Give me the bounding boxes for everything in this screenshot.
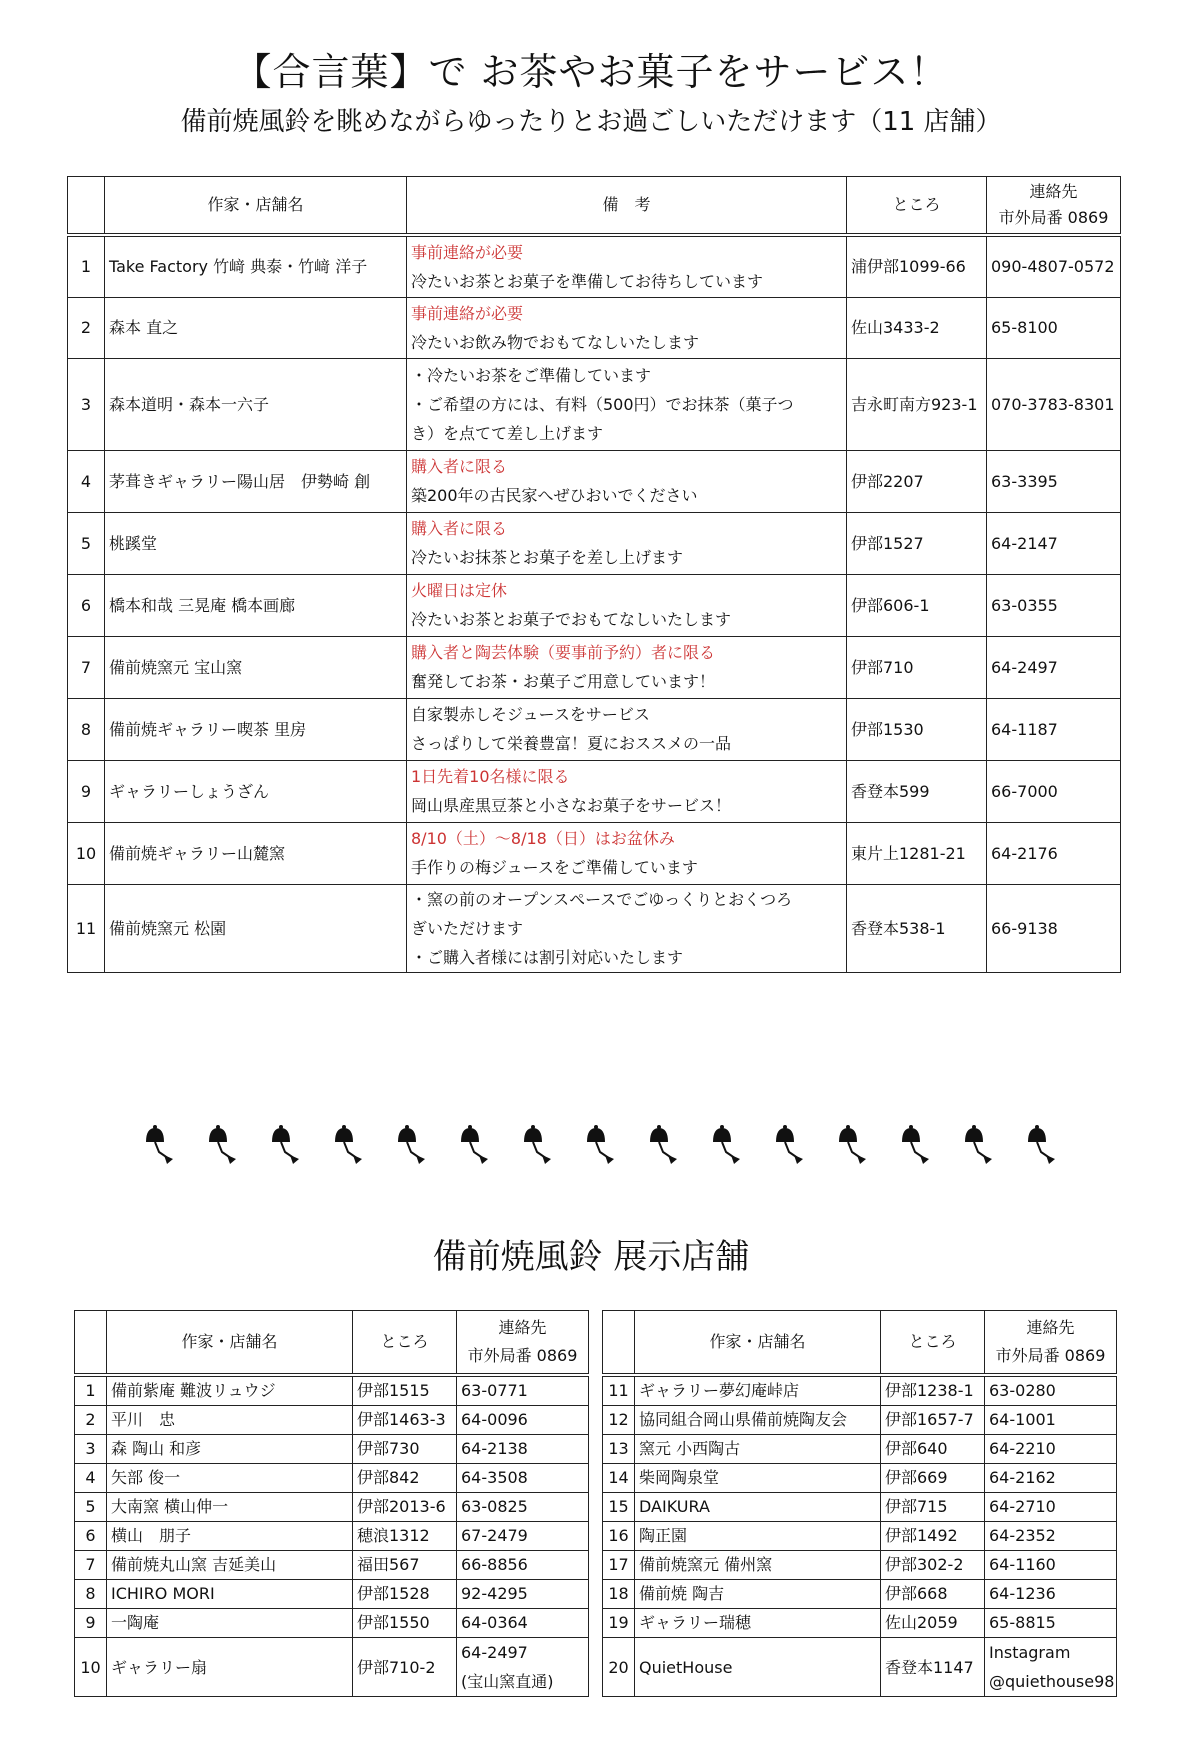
shop-section-title: 備前焼風鈴 展示店舗 [432,1237,750,1277]
header-number [603,1311,635,1376]
note-condition: 8/10（土）～8/18（日）はお盆休み [411,829,675,848]
shop-name: 柴岡陶泉堂 [635,1464,881,1493]
table-row [75,1551,589,1580]
tel-line: 92-4295 [461,1584,528,1603]
header-contact [457,1311,589,1376]
table-row [75,1375,589,1406]
shop-name: 一陶庵 [107,1609,353,1638]
header-contact-line2: 市外局番 0869 [998,208,1109,227]
shop-name: 備前焼ギャラリー山麓窯 [105,822,407,884]
table-row [75,1580,589,1609]
shop-place: 香登本599 [847,760,987,822]
header-contact [987,177,1121,236]
shop-tel [985,1375,1117,1406]
row-number: 11 [603,1375,635,1406]
tel-line: Instagram [989,1643,1071,1662]
note-line: ・冷たいお茶をご準備しています [411,365,652,385]
shop-name: QuietHouse [635,1638,881,1697]
shop-place: 伊部302-2 [881,1551,985,1580]
shop-tel [457,1522,589,1551]
row-number: 20 [603,1638,635,1697]
shop-tel: 64-2176 [987,822,1121,884]
shop-note [407,698,847,760]
shop-place: 伊部1530 [847,698,987,760]
table-row [68,450,1121,512]
shop-name: Take Factory 竹﨑 典泰・竹﨑 洋子 [105,235,407,297]
shop-tel: 64-2147 [987,512,1121,574]
shop-tel [457,1375,589,1406]
header-contact-line2: 市外局番 0869 [467,1346,578,1365]
table-row [68,884,1121,972]
service-table-header [68,177,1121,236]
shop-place: 伊部710 [847,636,987,698]
shop-tel: 63-3395 [987,450,1121,512]
shop-place: 伊部1238-1 [881,1375,985,1406]
shop-place: 伊部842 [353,1464,457,1493]
shop-place: 浦伊部1099-66 [847,235,987,297]
note-condition: 事前連絡が必要 [411,242,524,262]
table-row [603,1522,1117,1551]
note-line: 築200年の古民家へぜひおいでください [411,486,698,505]
shop-place: 香登本538-1 [847,884,987,972]
tel-line: 64-2138 [461,1439,528,1458]
table-row [68,760,1121,822]
table-row [68,512,1121,574]
note-line: 冷たいお飲み物でおもてなしいたします [411,332,700,352]
row-number: 7 [68,636,105,698]
row-number: 14 [603,1464,635,1493]
shop-table-header [603,1311,1117,1376]
table-row [68,636,1121,698]
row-number: 6 [75,1522,107,1551]
header-contact [985,1311,1117,1376]
shop-tel: 66-9138 [987,884,1121,972]
row-number: 8 [75,1580,107,1609]
tel-line: 64-2162 [989,1468,1056,1487]
tel-line: 64-1160 [989,1555,1056,1574]
note-line: 手作りの梅ジュースをご準備しています [411,858,698,877]
row-number: 10 [75,1638,107,1697]
table-row [75,1609,589,1638]
page-subtitle: 備前焼風鈴を眺めながらゆったりとお過ごしいただけます（11 店舗） [180,107,1002,137]
shop-name: 森本 直之 [105,297,407,358]
row-number: 1 [75,1375,107,1406]
shop-tel: 64-1187 [987,698,1121,760]
shop-name: 備前焼窯元 松園 [105,884,407,972]
row-number: 18 [603,1580,635,1609]
row-number: 15 [603,1493,635,1522]
row-number: 5 [68,512,105,574]
shop-place: 伊部2207 [847,450,987,512]
shop-note [407,760,847,822]
shop-name: ギャラリー瑞穂 [635,1609,881,1638]
shop-place: 穂浪1312 [353,1522,457,1551]
wind-chime-icon [839,1125,866,1164]
shop-place: 吉永町南方923-1 [847,358,987,450]
shop-place: 伊部1657-7 [881,1406,985,1435]
shop-tel: 090-4807-0572 [987,235,1121,297]
row-number: 9 [75,1609,107,1638]
tel-line: 64-3508 [461,1468,528,1487]
shop-note [407,358,847,450]
shop-name: 茅葺きギャラリー陽山居 伊勢崎 創 [105,450,407,512]
row-number: 3 [75,1435,107,1464]
shop-tel [985,1435,1117,1464]
note-line: き）を点てて差し上げます [411,423,604,443]
header-number [75,1311,107,1376]
note-line: 自家製赤しそジュースをサービス [411,705,650,724]
row-number: 4 [75,1464,107,1493]
header-name: 作家・店舗名 [105,177,407,236]
shop-place: 伊部715 [881,1493,985,1522]
shop-note [407,297,847,358]
tel-line: 64-2210 [989,1439,1056,1458]
shop-name: 備前焼窯元 宝山窯 [105,636,407,698]
shop-place: 東片上1281-21 [847,822,987,884]
note-line: 冷たいお茶とお菓子を準備してお待ちしています [411,271,764,291]
table-row [603,1580,1117,1609]
shop-name: 平川 忠 [107,1406,353,1435]
page-title: 【合言葉】で お茶やお菓子をサービス！ [233,50,949,94]
note-line: ぎいただけます [411,918,524,938]
tel-line: 63-0825 [461,1497,528,1516]
shop-name: 備前焼 陶吉 [635,1580,881,1609]
note-condition: 購入者に限る [411,457,508,476]
shop-place: 佐山3433-2 [847,297,987,358]
shop-note [407,512,847,574]
note-line: ・ご購入者様には割引対応いたします [411,947,684,967]
row-number: 9 [68,760,105,822]
shop-name: 森 陶山 和彦 [107,1435,353,1464]
wind-chime-icon [209,1125,236,1164]
shop-place: 伊部730 [353,1435,457,1464]
shop-name: ギャラリー夢幻庵峠店 [635,1375,881,1406]
wind-chime-icon [272,1125,299,1164]
shop-note [407,450,847,512]
tel-line: 64-0364 [461,1613,528,1632]
shop-note [407,636,847,698]
shop-name: 備前紫庵 難波リュウジ [107,1375,353,1406]
note-condition: 購入者に限る [411,519,508,538]
shop-note [407,884,847,972]
tel-line: 64-1001 [989,1410,1056,1429]
note-line: 冷たいお茶とお菓子でおもてなしいたします [411,610,732,629]
shop-tel [457,1493,589,1522]
shop-name: 備前焼窯元 備州窯 [635,1551,881,1580]
shop-place: 伊部669 [881,1464,985,1493]
note-condition: 火曜日は定休 [411,581,508,600]
tel-line: 66-8856 [461,1555,528,1574]
table-row [75,1464,589,1493]
row-number: 4 [68,450,105,512]
row-number: 8 [68,698,105,760]
shop-name: ICHIRO MORI [107,1580,353,1609]
shop-name: 大南窯 横山伸一 [107,1493,353,1522]
wind-chime-icon [461,1125,488,1164]
row-number: 5 [75,1493,107,1522]
table-row [75,1522,589,1551]
wind-chime-icon [650,1125,677,1164]
header-name: 作家・店舗名 [107,1311,353,1376]
table-row [603,1464,1117,1493]
shop-note [407,235,847,297]
note-condition: 事前連絡が必要 [411,303,524,323]
shop-place: 伊部640 [881,1435,985,1464]
shop-tel [457,1551,589,1580]
shop-name: 森本道明・森本一六子 [105,358,407,450]
wind-chime-icon [776,1125,803,1164]
table-row [68,822,1121,884]
shop-table-right [602,1310,1117,1697]
row-number: 10 [68,822,105,884]
shop-tel [457,1609,589,1638]
shop-table-left [74,1310,589,1697]
wind-chime-icon [524,1125,551,1164]
shop-place: 伊部1527 [847,512,987,574]
row-number: 3 [68,358,105,450]
shop-place: 伊部1492 [881,1522,985,1551]
shop-tel [985,1609,1117,1638]
row-number: 13 [603,1435,635,1464]
shop-tel: 65-8100 [987,297,1121,358]
table-row [68,235,1121,297]
shop-tel [985,1406,1117,1435]
shop-place: 伊部710-2 [353,1638,457,1697]
table-row [75,1406,589,1435]
table-row [68,574,1121,636]
note-line: 冷たいお抹茶とお菓子を差し上げます [411,548,684,567]
shop-name: 横山 朋子 [107,1522,353,1551]
tel-line: 64-1236 [989,1584,1056,1603]
row-number: 11 [68,884,105,972]
shop-name: 協同組合岡山県備前焼陶友会 [635,1406,881,1435]
tel-line: 65-8815 [989,1613,1056,1632]
shop-name: 桃蹊堂 [105,512,407,574]
shop-place: 伊部606-1 [847,574,987,636]
tel-line: 64-2497 [461,1643,528,1662]
header-contact-line1: 連絡先 [1029,182,1078,201]
shop-tel [985,1493,1117,1522]
shop-name: 窯元 小西陶古 [635,1435,881,1464]
header-place: ところ [881,1311,985,1376]
shop-tel [457,1435,589,1464]
header-name: 作家・店舗名 [635,1311,881,1376]
tel-line: 63-0280 [989,1381,1056,1400]
table-row [75,1435,589,1464]
shop-place: 伊部2013-6 [353,1493,457,1522]
shop-place: 伊部1550 [353,1609,457,1638]
table-row [68,297,1121,358]
note-line: 奮発してお茶・お菓子ご用意しています！ [411,672,716,691]
header-contact-line1: 連絡先 [498,1318,547,1337]
shop-tel: 64-2497 [987,636,1121,698]
shop-table-header [75,1311,589,1376]
shop-place: 福田567 [353,1551,457,1580]
shop-tel [985,1551,1117,1580]
note-line: ・ご希望の方には、有料（500円）でお抹茶（菓子つ [411,394,794,414]
shop-name: 陶正園 [635,1522,881,1551]
table-row [603,1435,1117,1464]
tel-line: 63-0771 [461,1381,528,1400]
note-line: ・窯の前のオープンスペースでごゆっくりとおくつろ [411,889,793,909]
shop-tel [985,1580,1117,1609]
table-row [603,1638,1117,1697]
header-contact-line2: 市外局番 0869 [995,1346,1106,1365]
note-line: 岡山県産黒豆茶と小さなお菓子をサービス！ [411,796,732,815]
shop-tel [985,1522,1117,1551]
shop-name: ギャラリーしょうざん [105,760,407,822]
shop-name: ギャラリー扇 [107,1638,353,1697]
table-row [68,358,1121,450]
note-condition: 1日先着10名様に限る [411,767,570,786]
tel-line: 67-2479 [461,1526,528,1545]
row-number: 2 [75,1406,107,1435]
shop-tel [457,1580,589,1609]
row-number: 19 [603,1609,635,1638]
shop-tel: 63-0355 [987,574,1121,636]
note-condition: 購入者と陶芸体験（要事前予約）者に限る [411,643,716,662]
shop-place: 伊部668 [881,1580,985,1609]
shop-tel [985,1464,1117,1493]
shop-tel [457,1464,589,1493]
shop-place: 伊部1463-3 [353,1406,457,1435]
row-number: 1 [68,235,105,297]
shop-name: 矢部 俊一 [107,1464,353,1493]
shop-tel [985,1638,1117,1697]
shop-note [407,822,847,884]
tel-line: (宝山窯直通) [461,1672,554,1691]
table-row [603,1375,1117,1406]
note-line: さっぱりして栄養豊富！夏におススメの一品 [411,734,732,753]
wind-chime-divider [0,1118,1182,1178]
wind-chime-icon [587,1125,614,1164]
header-place: ところ [353,1311,457,1376]
shop-note [407,574,847,636]
wind-chime-icon [1028,1125,1055,1164]
shop-place: 佐山2059 [881,1609,985,1638]
shop-tel: 66-7000 [987,760,1121,822]
tel-line: 64-0096 [461,1410,528,1429]
table-row [68,698,1121,760]
row-number: 12 [603,1406,635,1435]
wind-chime-icon [146,1125,173,1164]
wind-chime-icon [335,1125,362,1164]
table-row [603,1406,1117,1435]
wind-chime-icon [713,1125,740,1164]
shop-name: DAIKURA [635,1493,881,1522]
wind-chime-icon [398,1125,425,1164]
shop-tel [457,1406,589,1435]
shop-name: 橋本和哉 三晃庵 橋本画廊 [105,574,407,636]
tel-line: 64-2710 [989,1497,1056,1516]
shop-name: 備前焼ギャラリー喫茶 里房 [105,698,407,760]
row-number: 6 [68,574,105,636]
header-note: 備 考 [407,177,847,236]
table-row [603,1493,1117,1522]
shop-place: 伊部1515 [353,1375,457,1406]
shop-place: 伊部1528 [353,1580,457,1609]
row-number: 17 [603,1551,635,1580]
header-number [68,177,105,236]
tel-line: @quiethouse98 [989,1672,1115,1691]
shop-place: 香登本1147 [881,1638,985,1697]
header-contact-line1: 連絡先 [1026,1318,1075,1337]
tel-line: 64-2352 [989,1526,1056,1545]
wind-chime-icon [902,1125,929,1164]
table-row [75,1638,589,1697]
table-row [603,1551,1117,1580]
shop-name: 備前焼丸山窯 吉延美山 [107,1551,353,1580]
row-number: 16 [603,1522,635,1551]
table-row [603,1609,1117,1638]
shop-tel [457,1638,589,1697]
row-number: 2 [68,297,105,358]
header-place: ところ [847,177,987,236]
shop-tel: 070-3783-8301 [987,358,1121,450]
row-number: 7 [75,1551,107,1580]
service-table [67,176,1121,973]
wind-chime-icon [965,1125,992,1164]
table-row [75,1493,589,1522]
